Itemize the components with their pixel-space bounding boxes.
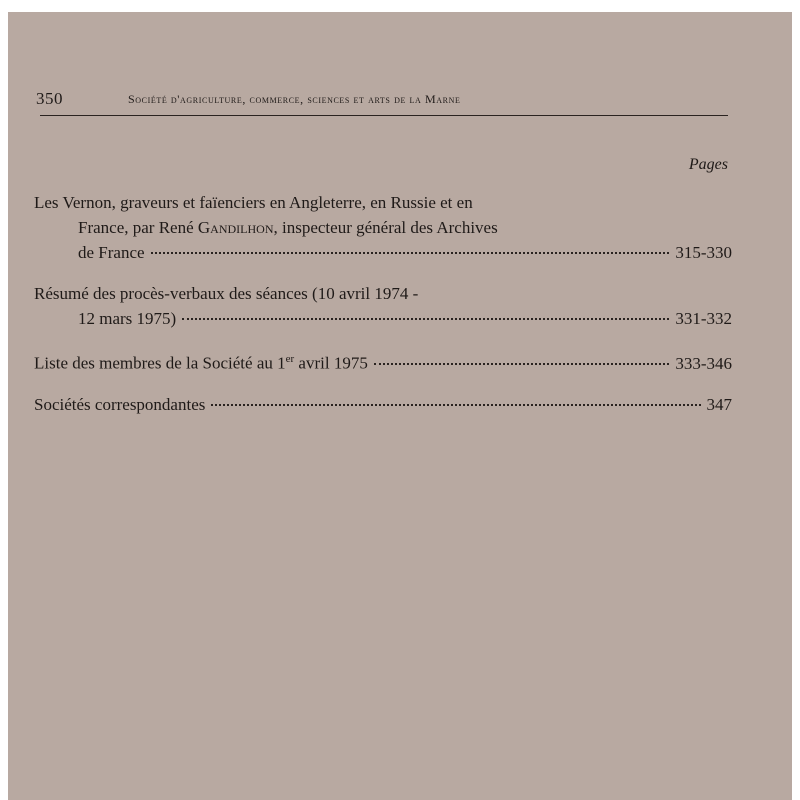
page-range: 347	[706, 394, 732, 414]
toc-entry-resume	[34, 281, 732, 331]
page-number: 350	[36, 89, 63, 108]
toc-entry-last-line	[34, 306, 732, 331]
toc-text: Sociétés correspondantes	[34, 394, 206, 414]
toc-entry-last-line	[34, 240, 732, 265]
header-rule	[40, 115, 728, 116]
toc-entry-last-line	[34, 347, 732, 376]
bleed-through-texture	[58, 432, 738, 772]
toc-text: , inspecteur général des Archives	[273, 218, 498, 237]
pages-column-label: Pages	[688, 156, 728, 173]
superscript: er	[285, 353, 295, 365]
table-of-contents	[34, 190, 732, 417]
toc-entry-line: Résumé des procès-verbaux des séances (10 avril 1974 -	[34, 284, 419, 303]
page-range: 333-346	[675, 353, 732, 373]
toc-text-prefix: Liste des membres de la Société au 1	[34, 353, 286, 373]
running-title: Société d'agriculture, commerce, sciences et arts de la Marne	[128, 92, 461, 106]
toc-entry-societes	[34, 392, 732, 417]
dot-leader	[182, 318, 669, 320]
document-page	[8, 12, 792, 800]
page-range: 331-332	[675, 309, 732, 328]
toc-entry-membres	[34, 347, 732, 376]
toc-entry-line	[34, 215, 732, 240]
toc-text: de France	[78, 243, 145, 262]
dot-leader	[374, 363, 670, 365]
toc-entry-last-line	[34, 392, 732, 417]
dot-leader	[211, 404, 700, 406]
dot-leader	[151, 252, 670, 254]
author-name: Gandilhon	[197, 218, 274, 237]
toc-text-suffix: avril 1975	[294, 353, 368, 373]
toc-entry-line: Les Vernon, graveurs et faïenciers en Angleterre, en Russie et en	[34, 193, 473, 212]
page-header	[36, 86, 736, 112]
toc-text: France, par René	[78, 218, 198, 237]
toc-entry-vernon	[34, 190, 732, 265]
toc-text: 12 mars 1975)	[78, 309, 177, 328]
page-range: 315-330	[675, 243, 732, 262]
toc-text	[34, 347, 368, 376]
